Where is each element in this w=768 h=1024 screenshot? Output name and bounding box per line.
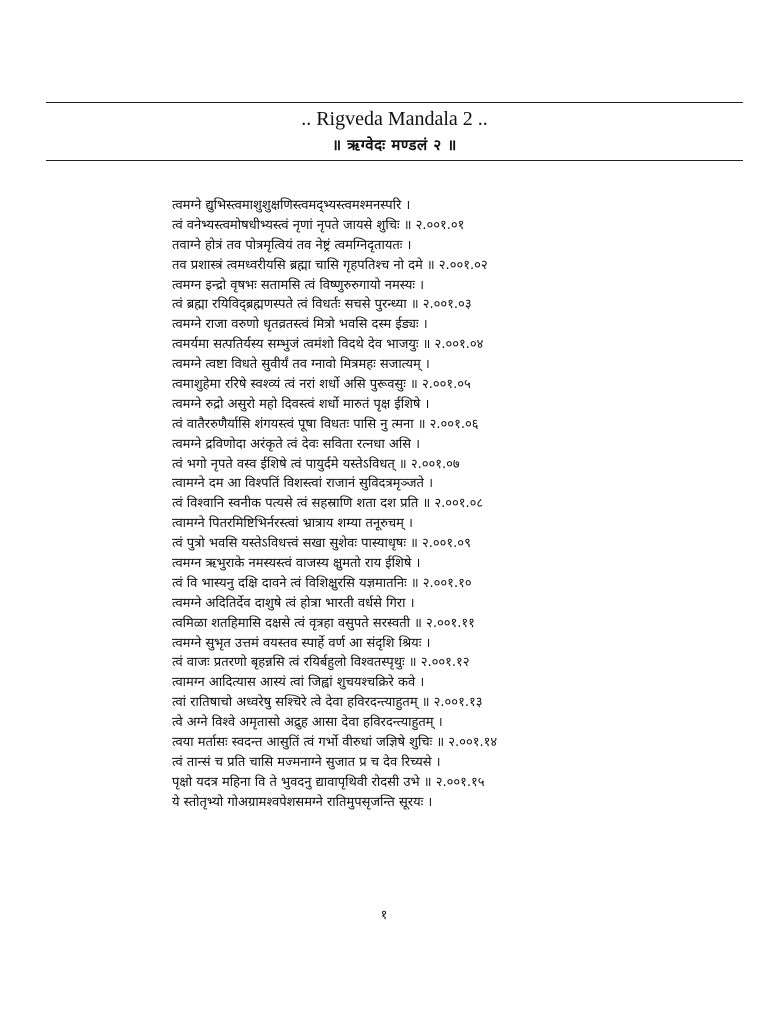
verse-line: त्वया मर्तासः स्वदन्त आसुतिं त्वं गर्भो वीरुधां जज्ञिषे शुचिः ॥ २.००१.१४ xyxy=(172,735,498,751)
verse-line: तव प्रशास्त्रं त्वमध्वरीयसि ब्रह्मा चासि गृहपतिश्च नो दमे ॥ २.००१.०२ xyxy=(172,257,488,273)
top-rule xyxy=(46,102,743,103)
verse-line: त्वमिळा शतहिमासि दक्षसे त्वं वृत्रहा वसुपते सरस्वती ॥ २.००१.११ xyxy=(172,615,475,631)
verse-line: त्वमर्यमा सत्पतिर्यस्य सम्भुजं त्वमंशो विदथे देव भाजयुः ॥ २.००१.०४ xyxy=(172,337,484,353)
verse-line: त्वमग्ने अदितिर्देव दाशुषे त्वं होत्रा भारती वर्धसे गिरा । xyxy=(172,595,415,611)
verse-line: त्वमग्ने द्युभिस्त्वमाशुशुक्षणिस्त्वमद्भ्यस्त्वमश्मनस्परि । xyxy=(172,198,411,213)
verse-line: त्वं वनेभ्यस्त्वमोषधीभ्यस्त्वं नृणां नृपते जायसे शुचिः ॥ २.००१.०१ xyxy=(172,217,465,233)
verse-line: त्वं वि भास्यनु दक्षि दावने त्वं विशिक्षुरसि यज्ञमातनिः ॥ २.००१.१० xyxy=(172,575,472,591)
verse-list xyxy=(172,196,742,813)
verse-line: ये स्तोतृभ्यो गोअग्रामश्वपेशसमग्ने रातिमुपसृजन्ति सूरयः । xyxy=(172,794,433,810)
verse-line: त्वं विश्वानि स्वनीक पत्यसे त्वं सहस्राणि शता दश प्रति ॥ २.००१.०८ xyxy=(172,496,484,512)
verse-line: त्वमग्ने सुभृत उत्तमं वयस्तव स्पार्हे वर्ण आ संदृशि श्रियः । xyxy=(172,635,431,651)
verse-line: त्वामग्ने दम आ विश्पतिं विशस्त्वां राजानं सुविदत्रमृञ्जते । xyxy=(172,476,434,492)
verse-line: त्वं वाजः प्रतरणो बृहन्नसि त्वं रयिर्बहुलो विश्वतस्पृथुः ॥ २.००१.१२ xyxy=(172,655,470,671)
verse-line: त्वं भगो नृपते वस्व ईशिषे त्वं पायुर्दमे यस्तेऽविधत् ॥ २.००१.०७ xyxy=(172,456,460,472)
verse-line: त्वमग्न ऋभुराके नमस्यस्त्वं वाजस्य क्षुमतो राय ईशिषे । xyxy=(172,556,421,572)
verse-line: त्वे अग्ने विश्वे अमृतासो अद्रुह आसा देवा हविरदन्त्याहुतम् । xyxy=(172,715,443,731)
verse-line: त्वं तान्सं च प्रति चासि मज्मनाग्ने सुजात प्र च देव रिच्यसे । xyxy=(172,754,441,770)
verse-line: त्वमग्न इन्द्रो वृषभः सतामसि त्वं विष्णुरुरुगायो नमस्यः । xyxy=(172,277,425,293)
page-number: १ xyxy=(380,908,388,923)
verse-line: त्वमग्ने रुद्रो असुरो महो दिवस्त्वं शर्धो मारुतं पृक्ष ईशिषे । xyxy=(172,396,430,412)
bottom-rule xyxy=(46,160,743,161)
verse-line: त्वं पुत्रो भवसि यस्तेऽविधत्त्वं सखा सुशेवः पास्याधृषः ॥ २.००१.०९ xyxy=(172,536,471,552)
page-title-english: .. Rigveda Mandala 2 .. xyxy=(301,108,488,130)
page-title-devanagari: ॥ ऋग्वेदः मण्डलं २ ॥ xyxy=(332,136,457,154)
verse-line: पृक्षो यदत्र महिना वि ते भुवदनु द्यावापृथिवी रोदसी उभे ॥ २.००१.१५ xyxy=(172,774,485,790)
verse-line: त्वमग्ने राजा वरुणो धृतव्रतस्त्वं मित्रो भवसि दस्म ईड्यः । xyxy=(172,317,428,333)
verse-line: त्वं ब्रह्मा रयिविद्ब्रह्मणस्पते त्वं विधर्तः सचसे पुरन्ध्या ॥ २.००१.०३ xyxy=(172,297,472,313)
verse-line: त्वां रातिषाचो अध्वरेषु सश्चिरे त्वे देवा हविरदन्त्याहुतम् ॥ २.००१.१३ xyxy=(172,695,483,711)
verse-line: त्वमग्ने त्वष्टा विधते सुवीर्यं तव ग्नावो मित्रमहः सजात्यम् । xyxy=(172,357,430,373)
verse-line: त्वमग्ने द्रविणोदा अरंकृते त्वं देवः सविता रत्नधा असि । xyxy=(172,436,421,452)
verse-line: त्वमाशुहेमा ररिषे स्वश्व्यं त्वं नरां शर्धो असि पुरूवसुः ॥ २.००१.०५ xyxy=(172,377,471,393)
verse-line: त्वामग्न आदित्यास आस्यं त्वां जिह्वां शुचयश्चक्रिरे कवे । xyxy=(172,675,425,691)
verse-line: त्वं वातैररुणैर्यासि शंगयस्त्वं पूषा विधतः पासि नु त्मना ॥ २.००१.०६ xyxy=(172,416,479,432)
verse-line: त्वामग्ने पितरमिष्टिभिर्नरस्त्वां भ्रात्राय शम्या तनूरुचम् । xyxy=(172,516,413,532)
verse-line: तवाग्ने होत्रं तव पोत्रमृत्वियं तव नेष्ट्रं त्वमग्निदृतायतः । xyxy=(172,237,412,253)
